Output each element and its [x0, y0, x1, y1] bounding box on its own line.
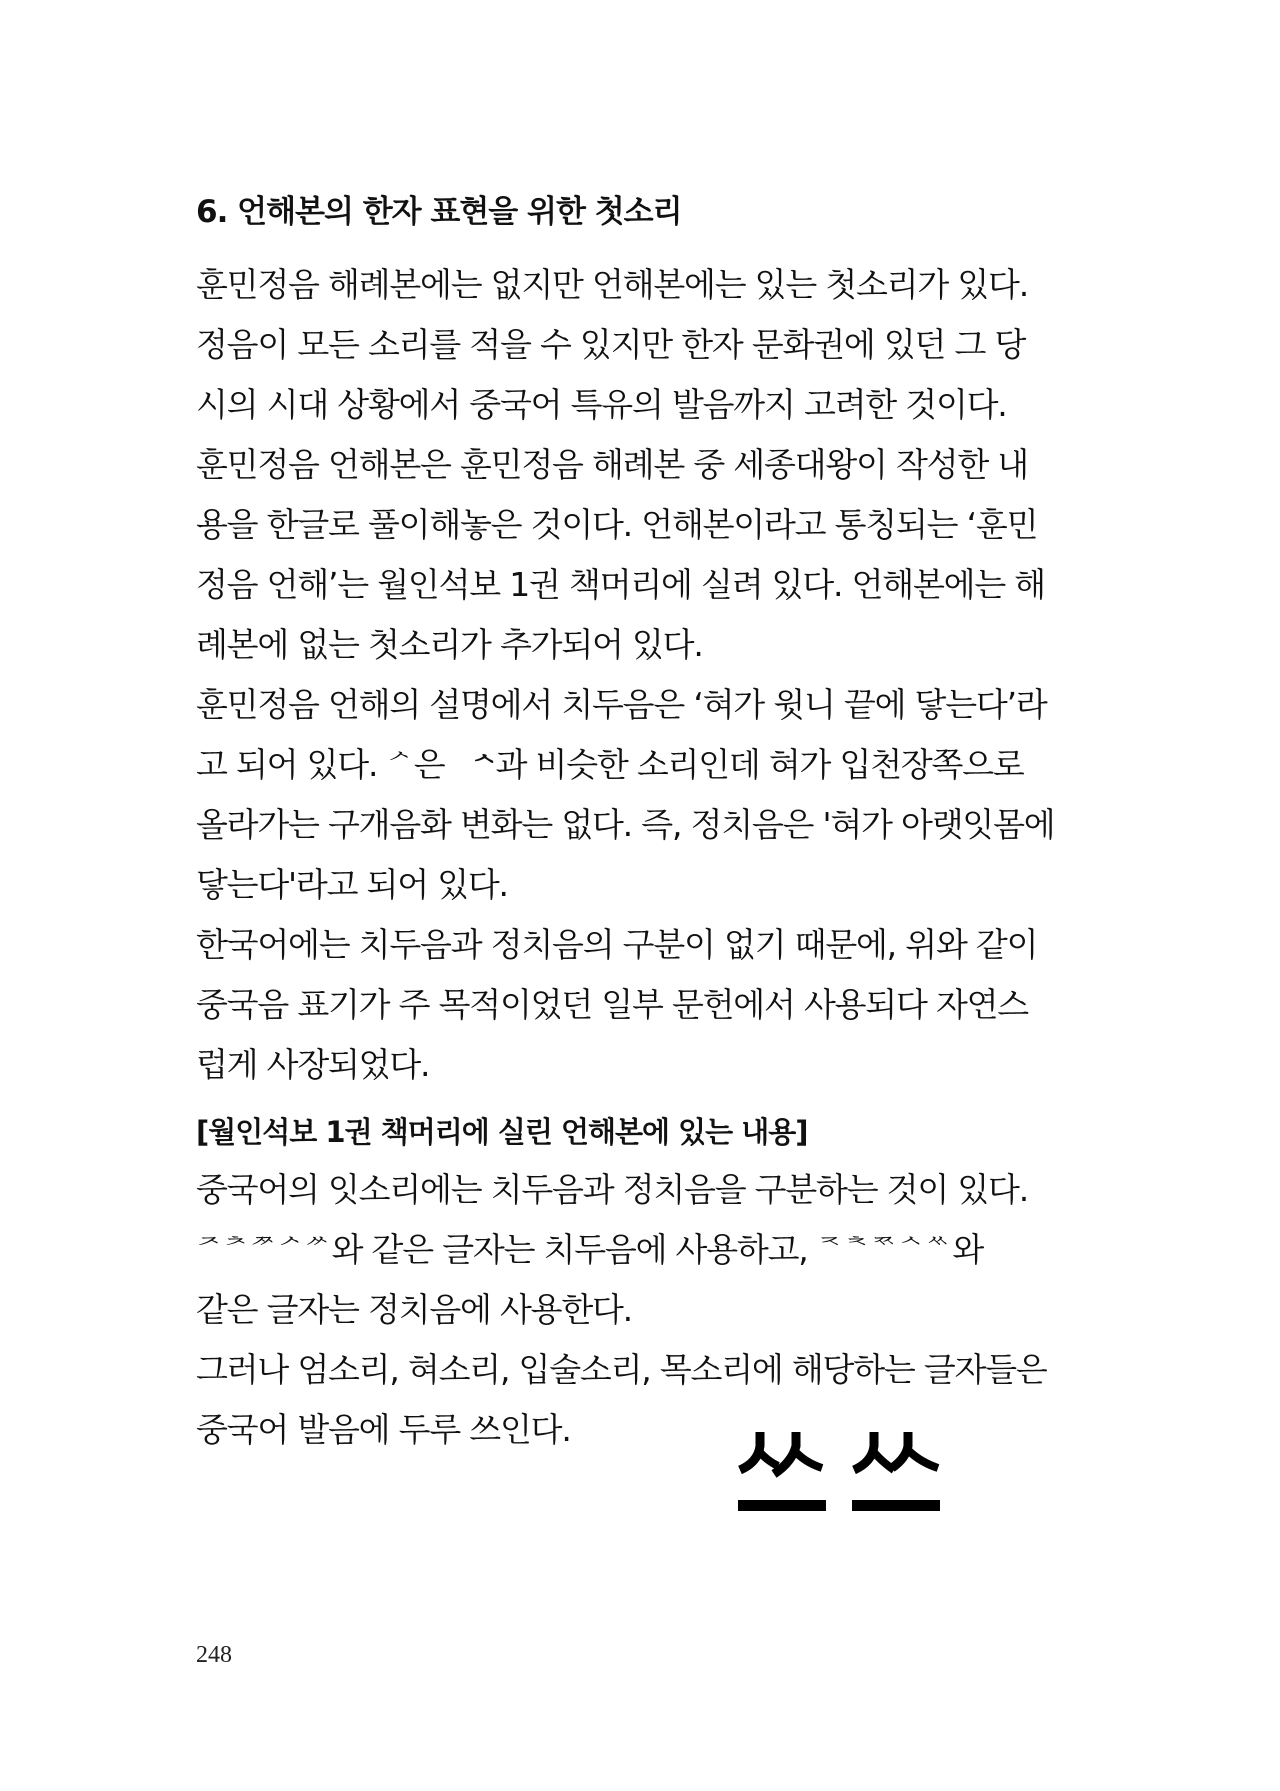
ssangsios-jeongchi-large-glyph	[852, 1428, 940, 1518]
body-text-block-1	[196, 255, 1116, 1095]
chidu-jamo-set: ᅎᅔᅏᄼᄽ	[196, 1235, 332, 1265]
jeongchi-jamo-set: ᅐᅕᅑᄾᄿ	[816, 1235, 953, 1265]
body-line: 중국음 표기가 주 목적이었던 일부 문헌에서 사용되다 자연스	[196, 985, 1028, 1024]
body-line-with-archaic-jamo	[196, 735, 1116, 795]
body-line: 럽게 사장되었다.	[196, 1045, 430, 1084]
body-line: 중국어 발음에 두루 쓰인다.	[196, 1410, 571, 1449]
line-text: 고 되어 있다.	[196, 745, 387, 784]
body-line: 훈민정음 언해의 설명에서 치두음은 ‘혀가 윗니 끝에 닿는다’라	[196, 685, 1047, 724]
quote-sub-heading: [월인석보 1권 책머리에 실린 언해본에 있는 내용]	[196, 1115, 808, 1149]
large-glyph-illustration	[738, 1428, 940, 1518]
archaic-sios-jeongchi-glyph: ᄾ	[471, 753, 496, 783]
body-line: 정음이 모든 소리를 적을 수 있지만 한자 문화권에 있던 그 당	[196, 325, 1026, 364]
line-text: 과 비슷한 소리인데 혀가 입천장쪽으로	[495, 745, 1024, 784]
ssangsios-chidu-large-glyph	[738, 1428, 826, 1518]
body-line: 시의 시대 상황에서 중국어 특유의 발음까지 고려한 것이다.	[196, 385, 1007, 424]
body-line: 같은 글자는 정치음에 사용한다.	[196, 1290, 632, 1329]
page-number: 248	[196, 1642, 232, 1668]
body-text-block-2	[196, 1160, 1116, 1460]
line-text: 와 같은 글자는 치두음에 사용하고,	[331, 1230, 817, 1269]
line-text: 와	[952, 1230, 984, 1269]
body-line: 그러나 엄소리, 혀소리, 입술소리, 목소리에 해당하는 글자들은	[196, 1350, 1047, 1389]
section-heading: 6. 언해본의 한자 표현을 위한 첫소리	[196, 194, 682, 230]
body-line: 용을 한글로 풀이해놓은 것이다. 언해본이라고 통칭되는 ‘훈민	[196, 505, 1038, 544]
body-line: 올라가는 구개음화 변화는 없다. 즉, 정치음은 '혀가 아랫잇몸에	[196, 805, 1055, 844]
body-line: 훈민정음 언해본은 훈민정음 해례본 중 세종대왕이 작성한 내	[196, 445, 1028, 484]
body-line: 훈민정음 해례본에는 없지만 언해본에는 있는 첫소리가 있다.	[196, 265, 1028, 304]
line-text: 은	[413, 745, 454, 784]
body-line-with-jamo-sets	[196, 1220, 1116, 1280]
archaic-sios-chidu-glyph: ᄼ	[386, 750, 414, 780]
body-line: 한국어에는 치두음과 정치음의 구분이 없기 때문에, 위와 같이	[196, 925, 1038, 964]
body-line: 정음 언해’는 월인석보 1권 책머리에 실려 있다. 언해본에는 해	[196, 565, 1045, 604]
body-line: 중국어의 잇소리에는 치두음과 정치음을 구분하는 것이 있다.	[196, 1170, 1028, 1209]
body-line: 닿는다'라고 되어 있다.	[196, 865, 508, 904]
body-line: 례본에 없는 첫소리가 추가되어 있다.	[196, 625, 703, 664]
